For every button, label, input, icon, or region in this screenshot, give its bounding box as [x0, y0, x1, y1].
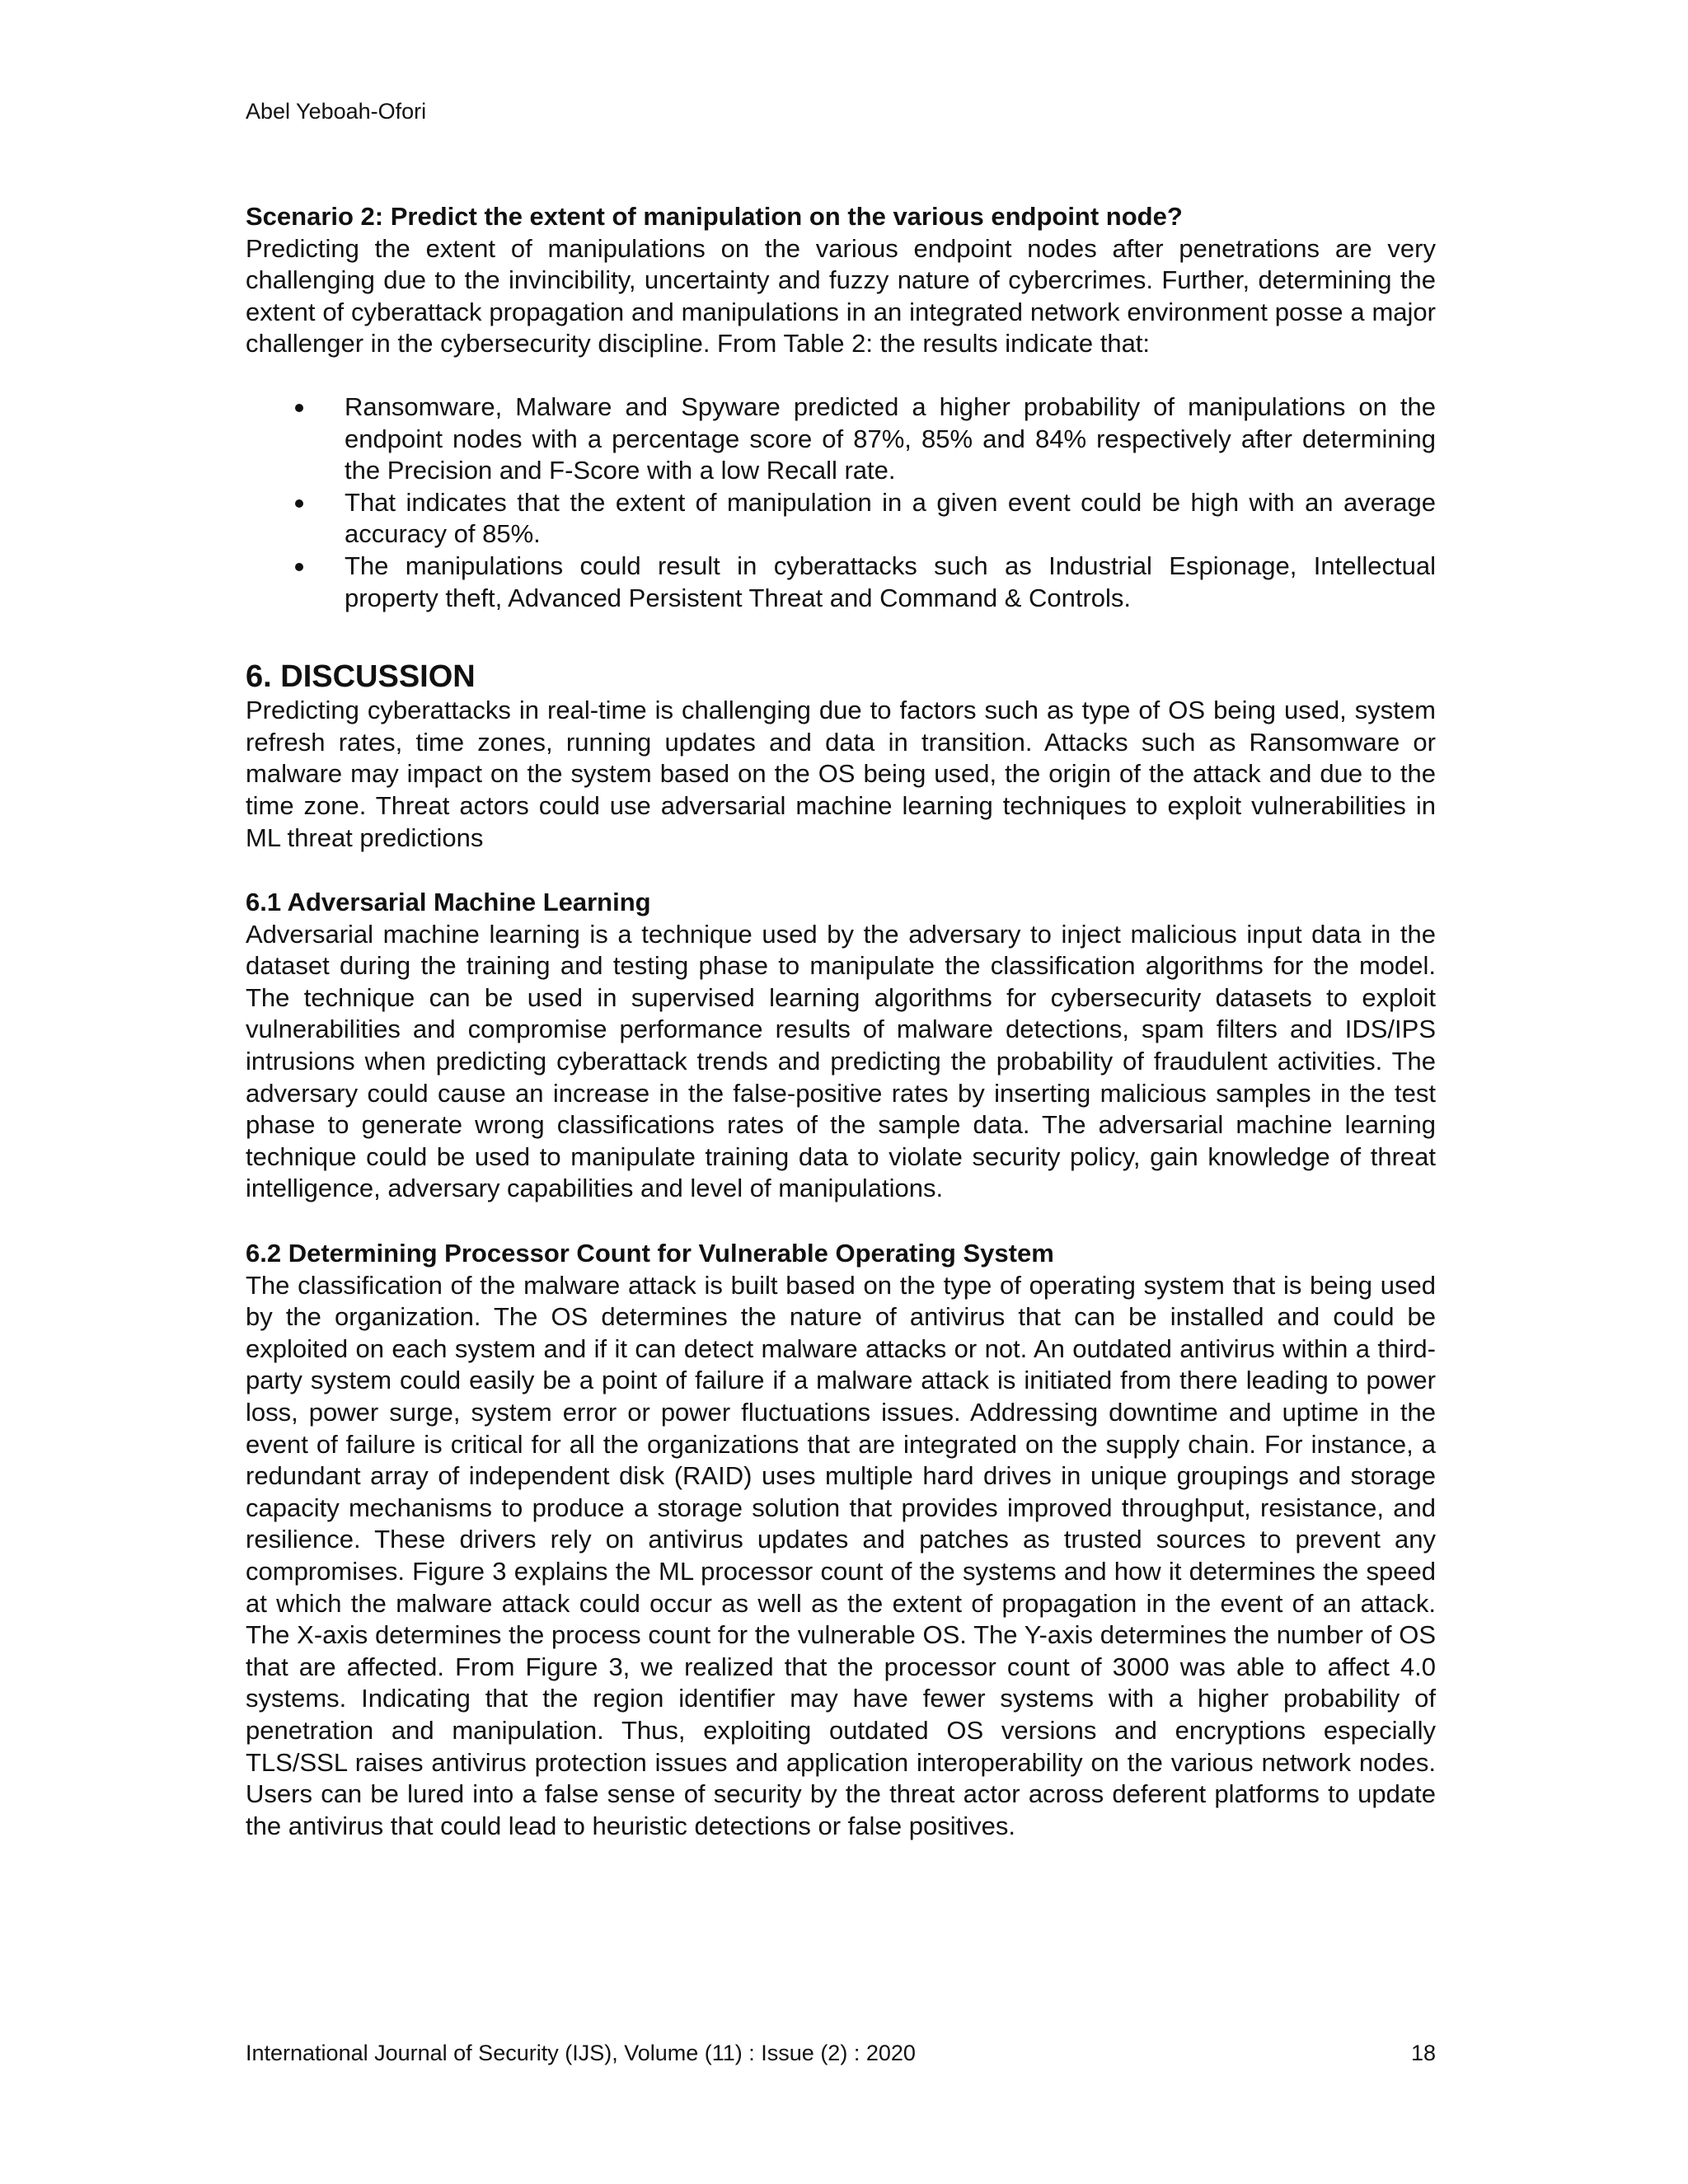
bullet-text: Ransomware, Malware and Spyware predicted a higher probability of manipulations on the endpoint nodes with a percentage score of 87%, 85% and 84% respectively after determining the Precision and F-Score with a low Recall rate. — [345, 391, 1436, 485]
footer-journal-citation: International Journal of Security (IJS), Volume (11) : Issue (2) : 2020 — [246, 2041, 916, 2065]
running-header-author: Abel Yeboah-Ofori — [246, 99, 427, 124]
section-6-1-heading: 6.1 Adversarial Machine Learning — [246, 888, 651, 917]
bullet-item — [246, 391, 1436, 487]
spacer — [246, 854, 1436, 887]
bullet-dot-icon — [295, 499, 303, 508]
bullet-item — [246, 487, 1436, 551]
spacer — [246, 1205, 1436, 1238]
section-6-2-paragraph: The classification of the malware attack is built based on the type of operating system that is being used by the organization. The OS determines the nature of antivirus that can be installed and could be exploited on each system and if it can detect malware attacks or not. An outdated antivirus within a third-party system could easily be a point of failure if a malware attack is initiated from there leading to power loss, power surge, system error or power fluctuations issues. Addressing downtime and uptime in the event of failure is critical for all the organizations that are integrated on the supply chain. For instance, a redundant array of independent disk (RAID) uses multiple hard drives in unique groupings and storage capacity mechanisms to produce a storage solution that provides improved throughput, resistance, and resilience. These drivers rely on antivirus updates and patches as trusted sources to prevent any compromises. Figure 3 explains the ML processor count of the systems and how it determines the speed at which the malware attack could occur as well as the extent of propagation in the event of an attack. The X-axis determines the process count for the vulnerable OS. The Y-axis determines the number of OS that are affected. From Figure 3, we realized that the processor count of 3000 was able to affect 4.0 systems. Indicating that the region identifier may have fewer systems with a higher probability of penetration and manipulation. Thus, exploiting outdated OS versions and encryptions especially TLS/SSL raises antivirus protection issues and application interoperability on the various network nodes. Users can be lured into a false sense of security by the threat actor across deferent platforms to update the antivirus that could lead to heuristic detections or false positives. — [246, 1270, 1436, 1840]
discussion-heading: 6. DISCUSSION — [246, 659, 476, 695]
spacer — [246, 614, 1436, 658]
bullet-dot-icon — [295, 404, 303, 412]
section-6-2-heading: 6.2 Determining Processor Count for Vulnerable Operating System — [246, 1239, 1054, 1268]
bullet-text: That indicates that the extent of manipulation in a given event could be high with an average accuracy of 85%. — [345, 487, 1436, 549]
footer-page-number: 18 — [1410, 2041, 1436, 2065]
scenario-2-bullet-list — [246, 391, 1436, 614]
bullet-text: The manipulations could result in cyberattacks such as Industrial Espionage, Intellectual property theft, Advanced Persistent Threat and Command & Controls. — [345, 551, 1436, 612]
bullet-item — [246, 551, 1436, 614]
scenario-2-heading: Scenario 2: Predict the extent of manipulation on the various endpoint node? — [246, 202, 1183, 231]
scenario-2-paragraph: Predicting the extent of manipulations on the various endpoint nodes after penetrations are very challenging due to the invincibility, uncertainty and fuzzy nature of cybercrimes. Further, determining the extent of cyberattack propagation and manipulations in an integrated network environment posse a major challenger in the cybersecurity discipline. From Table 2: the results indicate that: — [246, 233, 1436, 359]
page-body — [246, 201, 1436, 1842]
section-6-1-paragraph: Adversarial machine learning is a technique used by the adversary to inject malicious input data in the dataset during the training and testing phase to manipulate the classification algorithms for the model. The technique can be used in supervised learning algorithms for cybersecurity datasets to exploit vulnerabilities and compromise performance results of malware detections, spam filters and IDS/IPS intrusions when predicting cyberattack trends and predicting the probability of fraudulent activities. The adversary could cause an increase in the false-positive rates by inserting malicious samples in the test phase to generate wrong classifications rates of the sample data. The adversarial machine learning technique could be used to manipulate training data to violate security policy, gain knowledge of threat intelligence, adversary capabilities and level of manipulations. — [246, 919, 1436, 1203]
bullet-dot-icon — [295, 563, 303, 571]
discussion-paragraph: Predicting cyberattacks in real-time is challenging due to factors such as type of OS being used, system refresh rates, time zones, running updates and data in transition. Attacks such as Ransomware or malware may impact on the system based on the OS being used, the origin of the attack and due to the time zone. Threat actors could use adversarial machine learning techniques to exploit vulnerabilities in ML threat predictions — [246, 696, 1436, 852]
